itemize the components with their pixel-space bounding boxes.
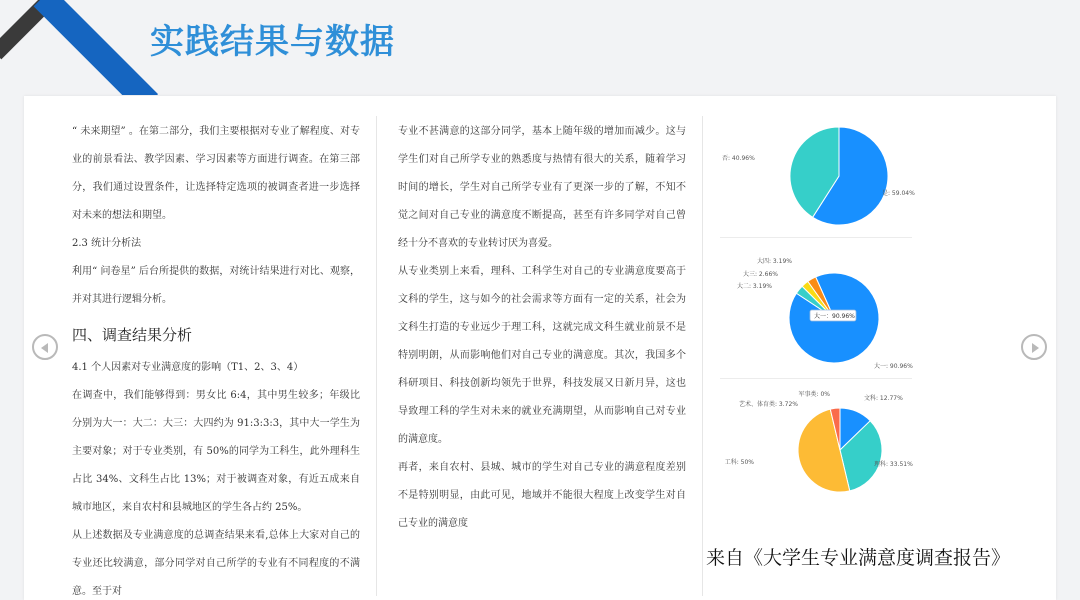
- paragraph: 再者，来自农村、县城、城市的学生对自己专业的满意程度差别不是特别明显，由此可见，地域并不能很大程度上改变学生对自己专业的满意度: [398, 462, 686, 529]
- next-slide-button[interactable]: [1021, 334, 1047, 360]
- chart-divider: [720, 378, 912, 379]
- pie-label-大二: 大二: 3.19%: [737, 283, 772, 290]
- page-title: 实践结果与数据: [150, 22, 395, 62]
- pie-label-军事类: 军事类: 0%: [798, 391, 830, 398]
- pie-label-是: 是: 59.04%: [882, 190, 915, 197]
- paragraph: 利用“ 问卷星” 后台所提供的数据，对统计结果进行对比、观察，并对其进行逻辑分析。: [72, 266, 360, 305]
- pie-label-艺术、体育类: 艺术、体育类: 3.72%: [739, 401, 798, 408]
- paragraph: 从上述数据及专业满意度的总调查结果来看,总体上大家对自己的专业还比较满意，部分同学对自己所学的专业有不同程度的不满意。至于对: [72, 530, 360, 597]
- source-caption: 来自《大学生专业满意度调查报告》: [706, 547, 1011, 569]
- paragraph: 4.1 个人因素对专业满意度的影响（T1、2、3、4）: [72, 362, 304, 373]
- pie-chart-satisfaction: [702, 114, 954, 236]
- corner-decoration: [0, 0, 170, 95]
- pie-label-工科: 工科: 50%: [724, 459, 754, 466]
- pie-chart-major: [702, 386, 954, 498]
- paragraph: 2.3 统计分析法: [72, 238, 142, 249]
- pie-label-理科: 理科: 33.51%: [874, 461, 913, 468]
- paragraph: 专业不甚满意的这部分同学，基本上随年级的增加而减少。这与学生们对自己所学专业的熟悉度与热情有很大的关系，随着学习时间的增长，学生对自己所学专业有了更深一步的了解，不知不觉之间对自己专业的满意度不断提高，甚至有许多同学对自己曾经十分不喜欢的专业转讨厌为喜爱。: [398, 126, 686, 249]
- slide-panel: [24, 96, 1056, 600]
- chart-divider: [720, 237, 912, 238]
- pie-label-否: 否: 40.96%: [722, 155, 755, 162]
- column-divider: [376, 116, 377, 596]
- tooltip-text: 大一：90.96%: [814, 313, 855, 320]
- section-heading: 四、调查结果分析: [72, 326, 193, 344]
- pie-label-大一: 大一: 90.96%: [874, 363, 913, 370]
- charts-column: [702, 96, 954, 600]
- paragraph: “ 未来期望” 。在第二部分，我们主要根据对专业了解程度、对专业的前景看法、教学因素、学习因素等方面进行调查。在第三部分，我们通过设置条件，让选择特定选项的被调查者进一步选择对未来的想法和期望。: [72, 126, 360, 221]
- pie-chart-grade: [702, 246, 954, 376]
- pie-label-大四: 大四: 3.19%: [757, 258, 792, 265]
- text-column-left: [72, 118, 360, 600]
- pie-label-大三: 大三: 2.66%: [743, 271, 778, 278]
- corner-stripe-blue: [34, 0, 158, 95]
- text-column-middle: [398, 118, 686, 538]
- pie-label-文科: 文科: 12.77%: [864, 395, 903, 402]
- prev-slide-button[interactable]: [32, 334, 58, 360]
- paragraph: 在调查中，我们能够得到：男女比 6:4，其中男生较多；年级比分别为大一：大二：大三：大四约为 91:3:3:3，其中大一学生为主要对象；对于专业类别，有 50%的同学为工科生，此外理科生占比 34%、文科生占比 13%；对于被调查对象，有近五成来自城市地区，来自农村和县城地区的学生各占约 25%。: [72, 390, 360, 513]
- pie-tooltip: [810, 310, 856, 321]
- paragraph: 从专业类别上来看，理科、工科学生对自己的专业满意度要高于文科的学生，这与如今的社会需求等方面有一定的关系，社会为文科生打造的专业远少于理工科，这就完成文科生就业前景不是特别明朗，从而影响他们对自己专业的满意度。其次，我国多个科研项目、科技创新均领先于世界，科技发展又日新月异，这也导致理工科的学生对未来的就业充满期望，从而影响自己对专业的满意度。: [398, 266, 686, 445]
